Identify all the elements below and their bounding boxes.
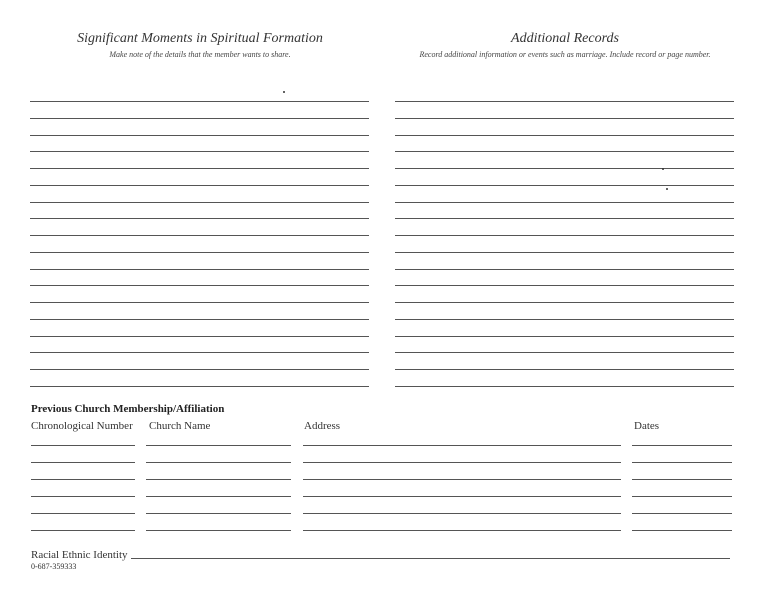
writing-line[interactable] [31,530,135,531]
writing-line[interactable] [146,479,291,480]
additional-records-title: Additional Records [511,31,619,46]
writing-line[interactable] [303,496,621,497]
writing-line[interactable] [303,479,621,480]
writing-line[interactable] [632,496,732,497]
writing-line[interactable] [395,352,734,353]
writing-line[interactable] [30,185,369,186]
writing-line[interactable] [395,319,734,320]
writing-line[interactable] [30,302,369,303]
scan-speck [666,188,668,190]
writing-line[interactable] [30,118,369,119]
writing-line[interactable] [30,336,369,337]
writing-line[interactable] [30,252,369,253]
writing-line[interactable] [30,352,369,353]
writing-line[interactable] [395,168,734,169]
writing-line[interactable] [30,386,369,387]
writing-line[interactable] [395,185,734,186]
scan-speck [283,91,285,93]
dates-column[interactable] [632,445,732,530]
writing-line[interactable] [30,151,369,152]
dates-label: Dates [634,420,660,432]
additional-records-header [395,31,735,59]
writing-line[interactable] [632,445,732,446]
writing-line[interactable] [395,118,734,119]
form-code: 0-687-359333 [31,562,77,571]
spiritual-formation-title: Significant Moments in Spiritual Formation [77,31,323,46]
writing-line[interactable] [146,445,291,446]
writing-line[interactable] [146,530,291,531]
writing-line[interactable] [395,285,734,286]
chronological-number-column[interactable] [31,445,135,530]
writing-line[interactable] [146,496,291,497]
writing-line[interactable] [30,202,369,203]
writing-line[interactable] [395,269,734,270]
writing-line[interactable] [303,530,621,531]
writing-line[interactable] [395,252,734,253]
writing-line[interactable] [395,202,734,203]
writing-line[interactable] [31,496,135,497]
writing-line[interactable] [30,135,369,136]
writing-line[interactable] [31,445,135,446]
writing-line[interactable] [303,462,621,463]
writing-line[interactable] [395,101,734,102]
writing-line[interactable] [31,462,135,463]
additional-records-subtitle: Record additional information or events such as marriage. Include record or page number. [419,50,711,59]
racial-ethnic-identity-label: Racial Ethnic Identity [31,549,128,561]
church-name-column[interactable] [146,445,291,530]
writing-line[interactable] [30,235,369,236]
writing-line[interactable] [395,336,734,337]
writing-line[interactable] [395,235,734,236]
writing-line[interactable] [30,285,369,286]
writing-line[interactable] [30,319,369,320]
writing-line[interactable] [146,462,291,463]
writing-line[interactable] [30,269,369,270]
spiritual-formation-subtitle: Make note of the details that the member wants to share. [109,50,291,59]
spiritual-formation-header [30,31,370,59]
racial-ethnic-identity-field[interactable] [131,558,730,559]
writing-line[interactable] [395,218,734,219]
writing-line[interactable] [146,513,291,514]
chronological-number-label: Chronological Number [31,420,133,432]
writing-line[interactable] [30,101,369,102]
writing-line[interactable] [632,479,732,480]
writing-line[interactable] [31,479,135,480]
writing-line[interactable] [30,369,369,370]
additional-records-writing-area[interactable] [395,101,734,386]
writing-line[interactable] [303,513,621,514]
writing-line[interactable] [30,218,369,219]
church-name-label: Church Name [149,420,211,432]
writing-line[interactable] [303,445,621,446]
writing-line[interactable] [632,513,732,514]
writing-line[interactable] [632,530,732,531]
writing-line[interactable] [395,369,734,370]
writing-line[interactable] [395,302,734,303]
writing-line[interactable] [632,462,732,463]
writing-line[interactable] [30,168,369,169]
scan-speck [662,168,664,170]
writing-line[interactable] [395,151,734,152]
writing-line[interactable] [395,386,734,387]
address-column[interactable] [303,445,621,530]
spiritual-formation-writing-area[interactable] [30,101,369,386]
address-label: Address [304,420,341,432]
previous-church-title: Previous Church Membership/Affiliation [31,403,225,415]
writing-line[interactable] [395,135,734,136]
writing-line[interactable] [31,513,135,514]
